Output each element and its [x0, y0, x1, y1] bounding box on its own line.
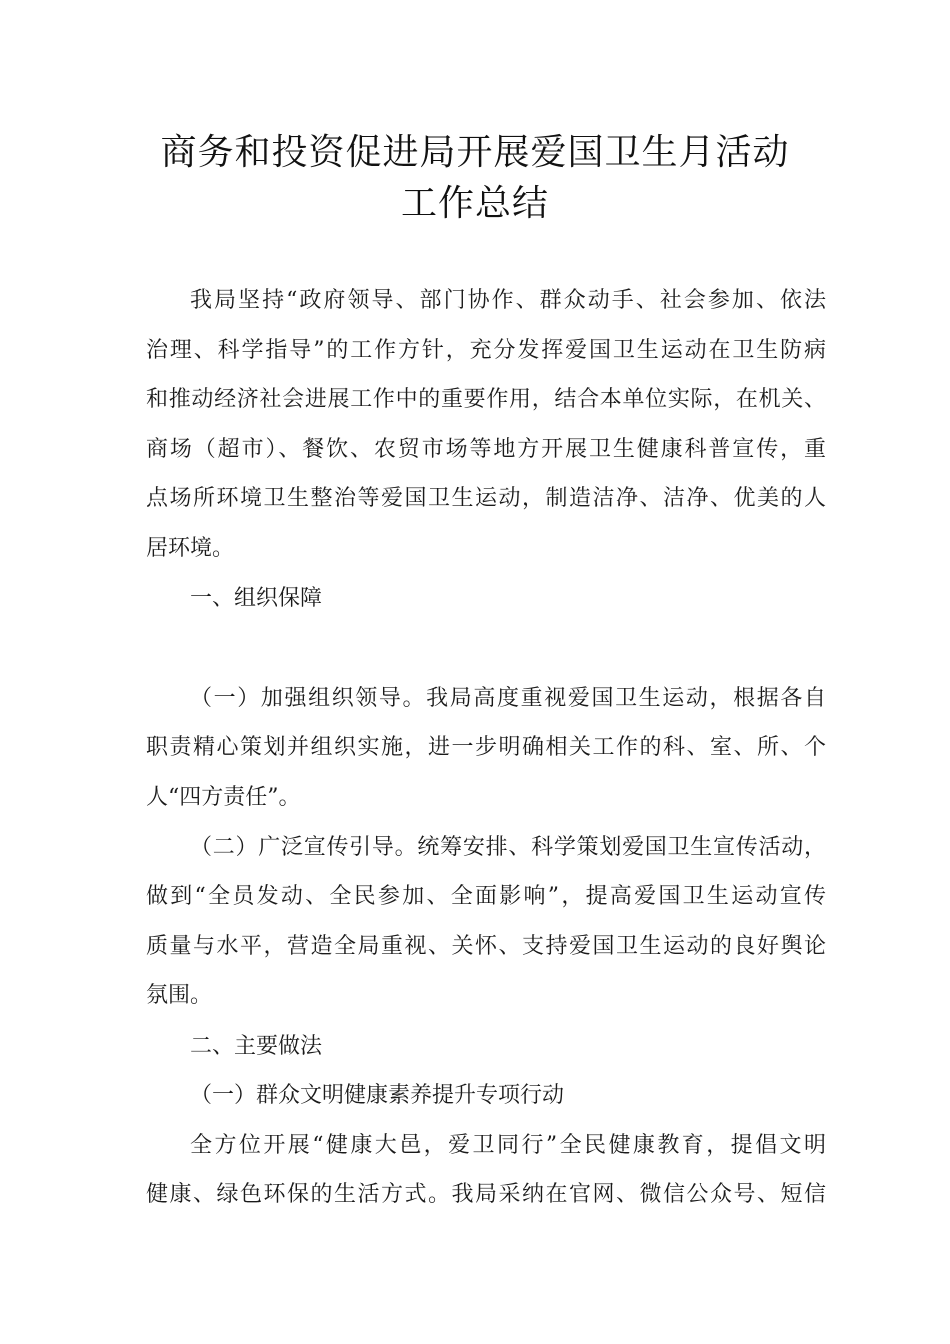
section1-item2-line-4: 氛围。	[146, 983, 213, 1008]
section1-item1-line-2: 职责精心策划并组织实施，进一步明确相关工作的科、室、所、个	[146, 735, 826, 760]
intro-line-6: 居环境。	[146, 536, 235, 561]
section1-item2-line-2: 做到“全员发动、全民参加、全面影响”，提高爱国卫生运动宣传	[146, 884, 826, 909]
section1-heading: 一、组织保障	[190, 586, 323, 611]
intro-line-5: 点场所环境卫生整治等爱国卫生运动，制造洁净、洁净、优美的人	[146, 486, 826, 511]
section2-heading: 二、主要做法	[190, 1034, 323, 1059]
section2-para-line-1: 全方位开展“健康大邑，爱卫同行”全民健康教育，提倡文明	[190, 1133, 826, 1158]
section1-item1-line-3: 人“四方责任”。	[146, 785, 301, 810]
section1-item2-line-3: 质量与水平，营造全局重视、关怀、支持爱国卫生运动的良好舆论	[146, 934, 826, 959]
intro-line-2: 治理、科学指导”的工作方针，充分发挥爱国卫生运动在卫生防病	[146, 338, 826, 363]
document-title-line-2: 工作总结	[400, 183, 549, 224]
document-title-line-1: 商务和投资促进局开展爱国卫生月活动	[160, 132, 790, 173]
section1-item2-line-1: （二）广泛宣传引导。统筹安排、科学策划爱国卫生宣传活动，	[190, 835, 826, 860]
intro-line-4: 商场（超市）、餐饮、农贸市场等地方开展卫生健康科普宣传，重	[146, 437, 826, 462]
intro-line-3: 和推动经济社会进展工作中的重要作用，结合本单位实际，在机关、	[146, 387, 826, 412]
section2-para-line-2: 健康、绿色环保的生活方式。我局采纳在官网、微信公众号、短信	[146, 1182, 826, 1207]
section2-subheading-1: （一）群众文明健康素养提升专项行动	[190, 1083, 565, 1108]
intro-line-1: 我局坚持“政府领导、部门协作、群众动手、社会参加、依法	[190, 288, 826, 313]
section1-item1-line-1: （一）加强组织领导。我局高度重视爱国卫生运动，根据各自	[190, 686, 826, 711]
